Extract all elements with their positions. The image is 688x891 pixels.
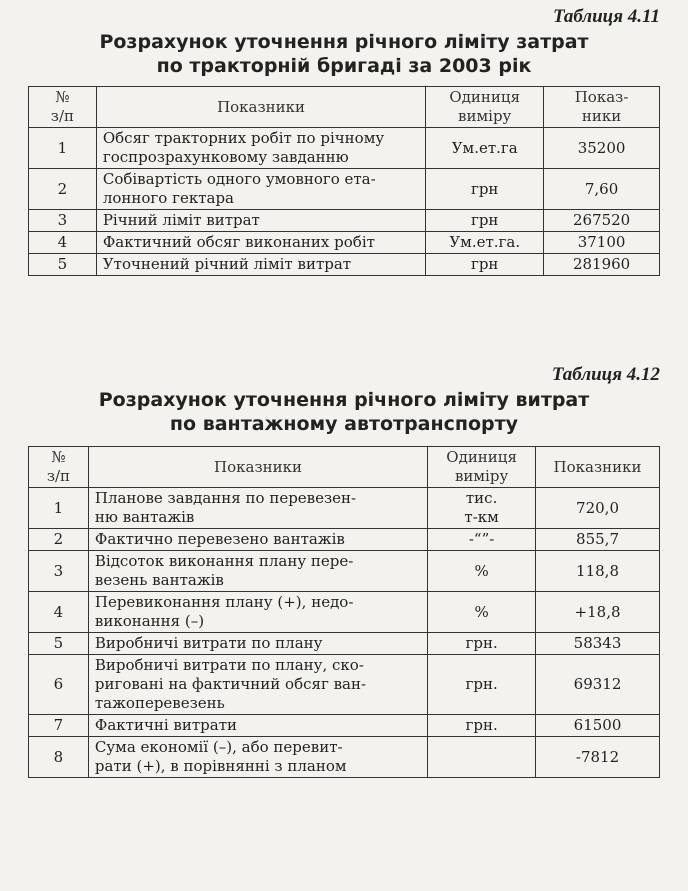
table-label: Таблиця 4.11	[552, 6, 660, 27]
table-row	[29, 254, 660, 276]
row-unit: Ум.ет.га.	[426, 232, 544, 254]
row-text: Фактично перевезено вантажів	[88, 529, 427, 551]
row-text: Обсяг тракторних робіт по річному госпрозрахунковому завданню	[96, 128, 425, 169]
row-value: 37100	[544, 232, 660, 254]
table-row	[29, 715, 660, 737]
row-value: 61500	[536, 715, 660, 737]
row-unit: %	[428, 592, 536, 633]
header-num: № з/п	[29, 447, 89, 488]
row-unit: грн.	[428, 655, 536, 715]
row-num: 1	[29, 488, 89, 529]
row-value: -7812	[536, 737, 660, 778]
row-value: 118,8	[536, 551, 660, 592]
table-title	[28, 388, 660, 436]
row-num: 4	[29, 232, 97, 254]
row-text: Перевиконання плану (+), недо- виконання (–)	[88, 592, 427, 633]
row-value: 35200	[544, 128, 660, 169]
header-indicator: Показники	[96, 87, 425, 128]
table-row	[29, 737, 660, 778]
row-unit: тис. т-км	[428, 488, 536, 529]
table-row	[29, 529, 660, 551]
table-4-11	[28, 86, 660, 276]
table-4-11-section	[28, 6, 660, 276]
row-num: 3	[29, 210, 97, 232]
row-num: 2	[29, 529, 89, 551]
row-value: 281960	[544, 254, 660, 276]
header-num: № з/п	[29, 87, 97, 128]
row-text: Відсоток виконання плану пере- везень вантажів	[88, 551, 427, 592]
row-value: 720,0	[536, 488, 660, 529]
table-4-12	[28, 446, 660, 778]
header-value: Показники	[536, 447, 660, 488]
table-row	[29, 633, 660, 655]
title-line: Розрахунок уточнення річного ліміту затрат	[99, 31, 589, 53]
row-value: 267520	[544, 210, 660, 232]
row-text: Виробничі витрати по плану, ско- риговані на фактичний обсяг ван- тажоперевезень	[88, 655, 427, 715]
row-value: +18,8	[536, 592, 660, 633]
title-line: по тракторній бригаді за 2003 рік	[156, 55, 532, 77]
row-num: 6	[29, 655, 89, 715]
row-unit: грн	[426, 210, 544, 232]
row-num: 1	[29, 128, 97, 169]
row-num: 8	[29, 737, 89, 778]
table-row	[29, 551, 660, 592]
row-num: 5	[29, 254, 97, 276]
table-row	[29, 210, 660, 232]
header-row	[29, 447, 660, 488]
row-num: 7	[29, 715, 89, 737]
row-value: 855,7	[536, 529, 660, 551]
row-text: Річний ліміт витрат	[96, 210, 425, 232]
row-text: Планове завдання по перевезен- ню вантажів	[88, 488, 427, 529]
row-text: Сума економії (–), або перевит- рати (+), в порівнянні з планом	[88, 737, 427, 778]
row-unit: грн	[426, 254, 544, 276]
table-row	[29, 232, 660, 254]
title-line: по вантажному автотранспорту	[169, 413, 519, 435]
row-num: 4	[29, 592, 89, 633]
table-label: Таблиця 4.12	[551, 364, 660, 385]
row-num: 5	[29, 633, 89, 655]
header-row	[29, 87, 660, 128]
row-num: 2	[29, 169, 97, 210]
row-value: 69312	[536, 655, 660, 715]
row-unit	[428, 737, 536, 778]
row-unit: %	[428, 551, 536, 592]
header-indicator: Показники	[88, 447, 427, 488]
header-unit: Одиниця виміру	[428, 447, 536, 488]
table-row	[29, 128, 660, 169]
table-row	[29, 655, 660, 715]
row-text: Собівартість одного умовного ета- лонного гектара	[96, 169, 425, 210]
table-title	[28, 30, 660, 78]
header-value: Показ- ники	[544, 87, 660, 128]
row-text: Виробничі витрати по плану	[88, 633, 427, 655]
row-unit: грн.	[428, 633, 536, 655]
title-line: Розрахунок уточнення річного ліміту витрат	[98, 389, 590, 411]
row-unit: грн	[426, 169, 544, 210]
row-unit: Ум.ет.га	[426, 128, 544, 169]
row-text: Фактичні витрати	[88, 715, 427, 737]
table-row	[29, 488, 660, 529]
row-text: Уточнений річний ліміт витрат	[96, 254, 425, 276]
table-row	[29, 592, 660, 633]
row-num: 3	[29, 551, 89, 592]
row-text: Фактичний обсяг виконаних робіт	[96, 232, 425, 254]
row-unit: -“”-	[428, 529, 536, 551]
row-value: 58343	[536, 633, 660, 655]
header-unit: Одиниця виміру	[426, 87, 544, 128]
row-value: 7,60	[544, 169, 660, 210]
table-4-12-section	[28, 364, 660, 778]
table-row	[29, 169, 660, 210]
row-unit: грн.	[428, 715, 536, 737]
